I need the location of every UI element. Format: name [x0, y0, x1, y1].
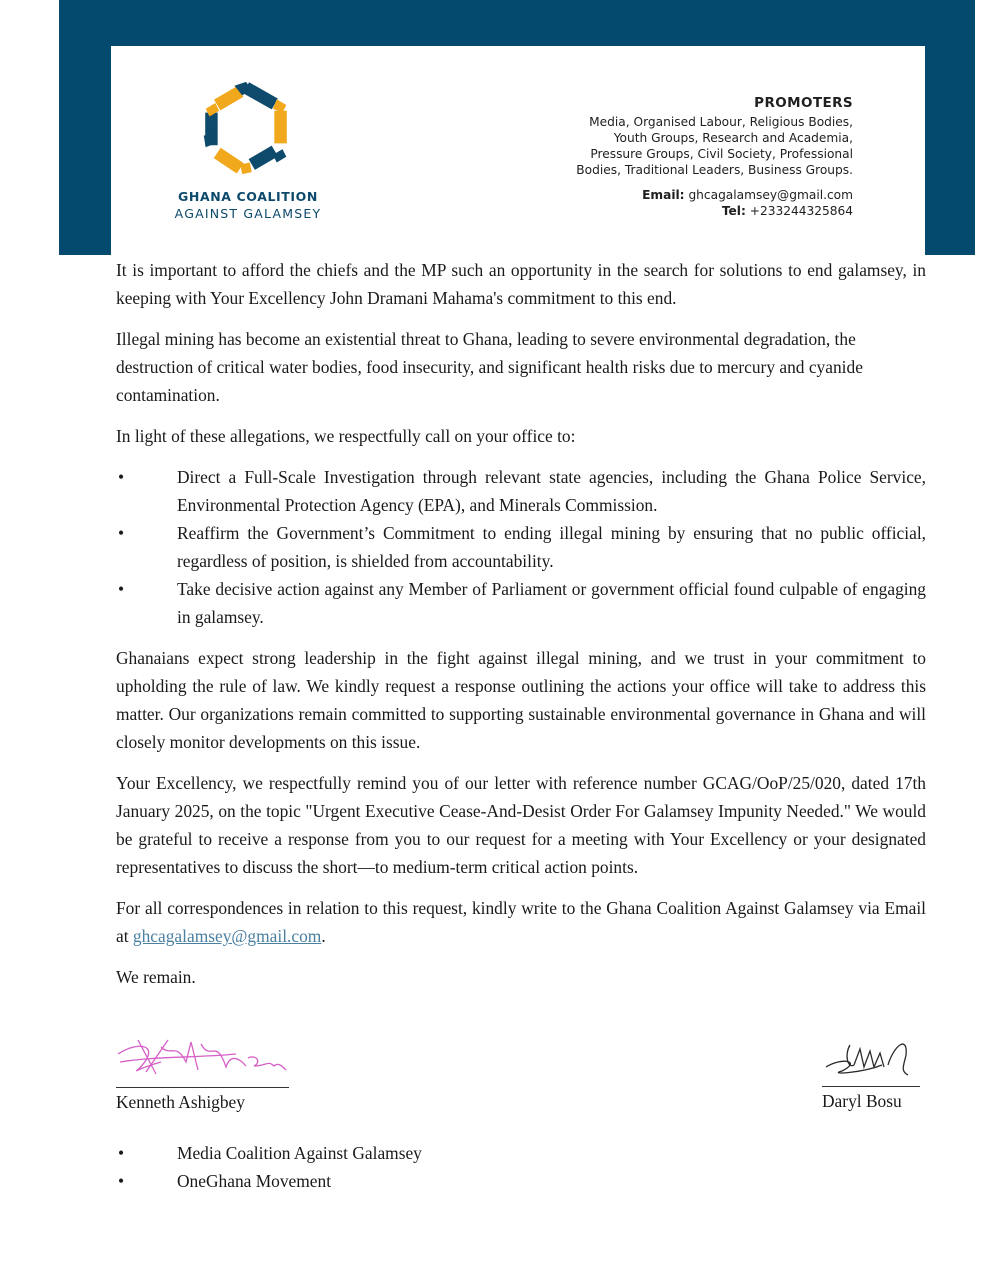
endorsing-organizations	[116, 1139, 422, 1195]
bullet-icon: •	[118, 467, 125, 487]
hexagon-logo-icon	[198, 80, 294, 176]
email-row	[576, 187, 853, 203]
paragraph-opportunity: It is important to afford the chiefs and the MP such an opportunity in the search for solutions to end galamsey, in keeping with Your Excellency John Dramani Mahama's commitment to this end.	[116, 260, 926, 308]
paragraph-contact	[116, 894, 926, 950]
bullet-icon: •	[118, 1143, 125, 1163]
contact-details	[576, 187, 853, 219]
bullet-icon: •	[118, 579, 125, 599]
paragraph-threat: Illegal mining has become an existential threat to Ghana, leading to severe environmental degradation, the destruction of critical water bodies, food insecurity, and significant health risks due to mercury and cyanide contamination.	[116, 329, 863, 405]
signature-line	[116, 1087, 289, 1088]
signatory-name: Kenneth Ashigbey	[116, 1092, 245, 1112]
organization-name: Media Coalition Against Galamsey	[177, 1143, 422, 1163]
signature-line	[822, 1086, 920, 1087]
contact-suffix: .	[321, 926, 326, 946]
email-label: Email:	[642, 188, 685, 202]
promoters-block	[576, 95, 853, 219]
demand-text: Take decisive action against any Member of Parliament or government official found culpable of engaging in galamsey.	[177, 579, 926, 627]
tel-label: Tel:	[721, 204, 746, 218]
bullet-icon: •	[118, 1171, 125, 1191]
paragraph-call-to-action: In light of these allegations, we respectfully call on your office to:	[116, 426, 576, 446]
organization-name: OneGhana Movement	[177, 1171, 332, 1191]
demand-item	[116, 575, 926, 631]
organization-name-line1: GHANA COALITION	[178, 189, 318, 204]
demand-item	[116, 463, 926, 519]
letter-body	[116, 256, 926, 1004]
promoters-title: PROMOTERS	[754, 95, 853, 111]
signature-scribble-icon	[822, 1035, 920, 1081]
promoters-line: Youth Groups, Research and Academia,	[613, 131, 853, 145]
demand-text: Reaffirm the Government’s Commitment to ending illegal mining by ensuring that no public official, regardless of position, is shielded from accountability.	[177, 523, 926, 571]
demands-list	[116, 463, 926, 631]
tel-value: +233244325864	[749, 204, 853, 218]
paragraph-reminder: Your Excellency, we respectfully remind you of our letter with reference number GCAG/OoP/25/020, dated 17th January 2025, on the topic "Urgent Executive Cease-And-Desist Order For Galamsey Impunity Needed." We would be grateful to receive a response from you to our request for a meeting with Your Excellency or your designated representatives to discuss the short—to medium-term critical action points.	[116, 773, 926, 877]
promoters-list	[576, 114, 853, 178]
email-link[interactable]: ghcagalamsey@gmail.com	[132, 926, 322, 946]
organization-item	[116, 1167, 422, 1195]
demand-text: Direct a Full-Scale Investigation through relevant state agencies, including the Ghana Police Service, Environmental Protection Agency (EPA), and Minerals Commission.	[177, 467, 926, 515]
email-value: ghcagalamsey@gmail.com	[688, 188, 853, 202]
contact-prefix: For all correspondences in relation to this request, kindly write to the Ghana Coalition Against Galamsey via Email at	[116, 898, 926, 946]
organization-item	[116, 1139, 422, 1167]
demand-item	[116, 519, 926, 575]
organization-name-line2: AGAINST GALAMSEY	[174, 206, 322, 221]
tel-row	[576, 203, 853, 219]
promoters-line: Media, Organised Labour, Religious Bodies,	[589, 115, 853, 129]
paragraph-leadership: Ghanaians expect strong leadership in the fight against illegal mining, and we trust in your commitment to upholding the rule of law. We kindly request a response outlining the actions your office will take to address this matter. Our organizations remain committed to supporting sustainable environmental governance in Ghana and will closely monitor developments on this issue.	[116, 648, 926, 752]
organization-logo	[150, 80, 350, 222]
promoters-line: Bodies, Traditional Leaders, Business Groups.	[576, 163, 853, 177]
organization-name	[150, 188, 346, 222]
signatory-name: Daryl Bosu	[822, 1091, 902, 1111]
bullet-icon: •	[118, 523, 125, 543]
signature-scribble-icon	[116, 1032, 289, 1082]
signature-block-left	[116, 1032, 289, 1113]
signature-block-right	[822, 1035, 920, 1112]
closing-line: We remain.	[116, 967, 196, 987]
promoters-line: Pressure Groups, Civil Society, Professional	[590, 147, 853, 161]
